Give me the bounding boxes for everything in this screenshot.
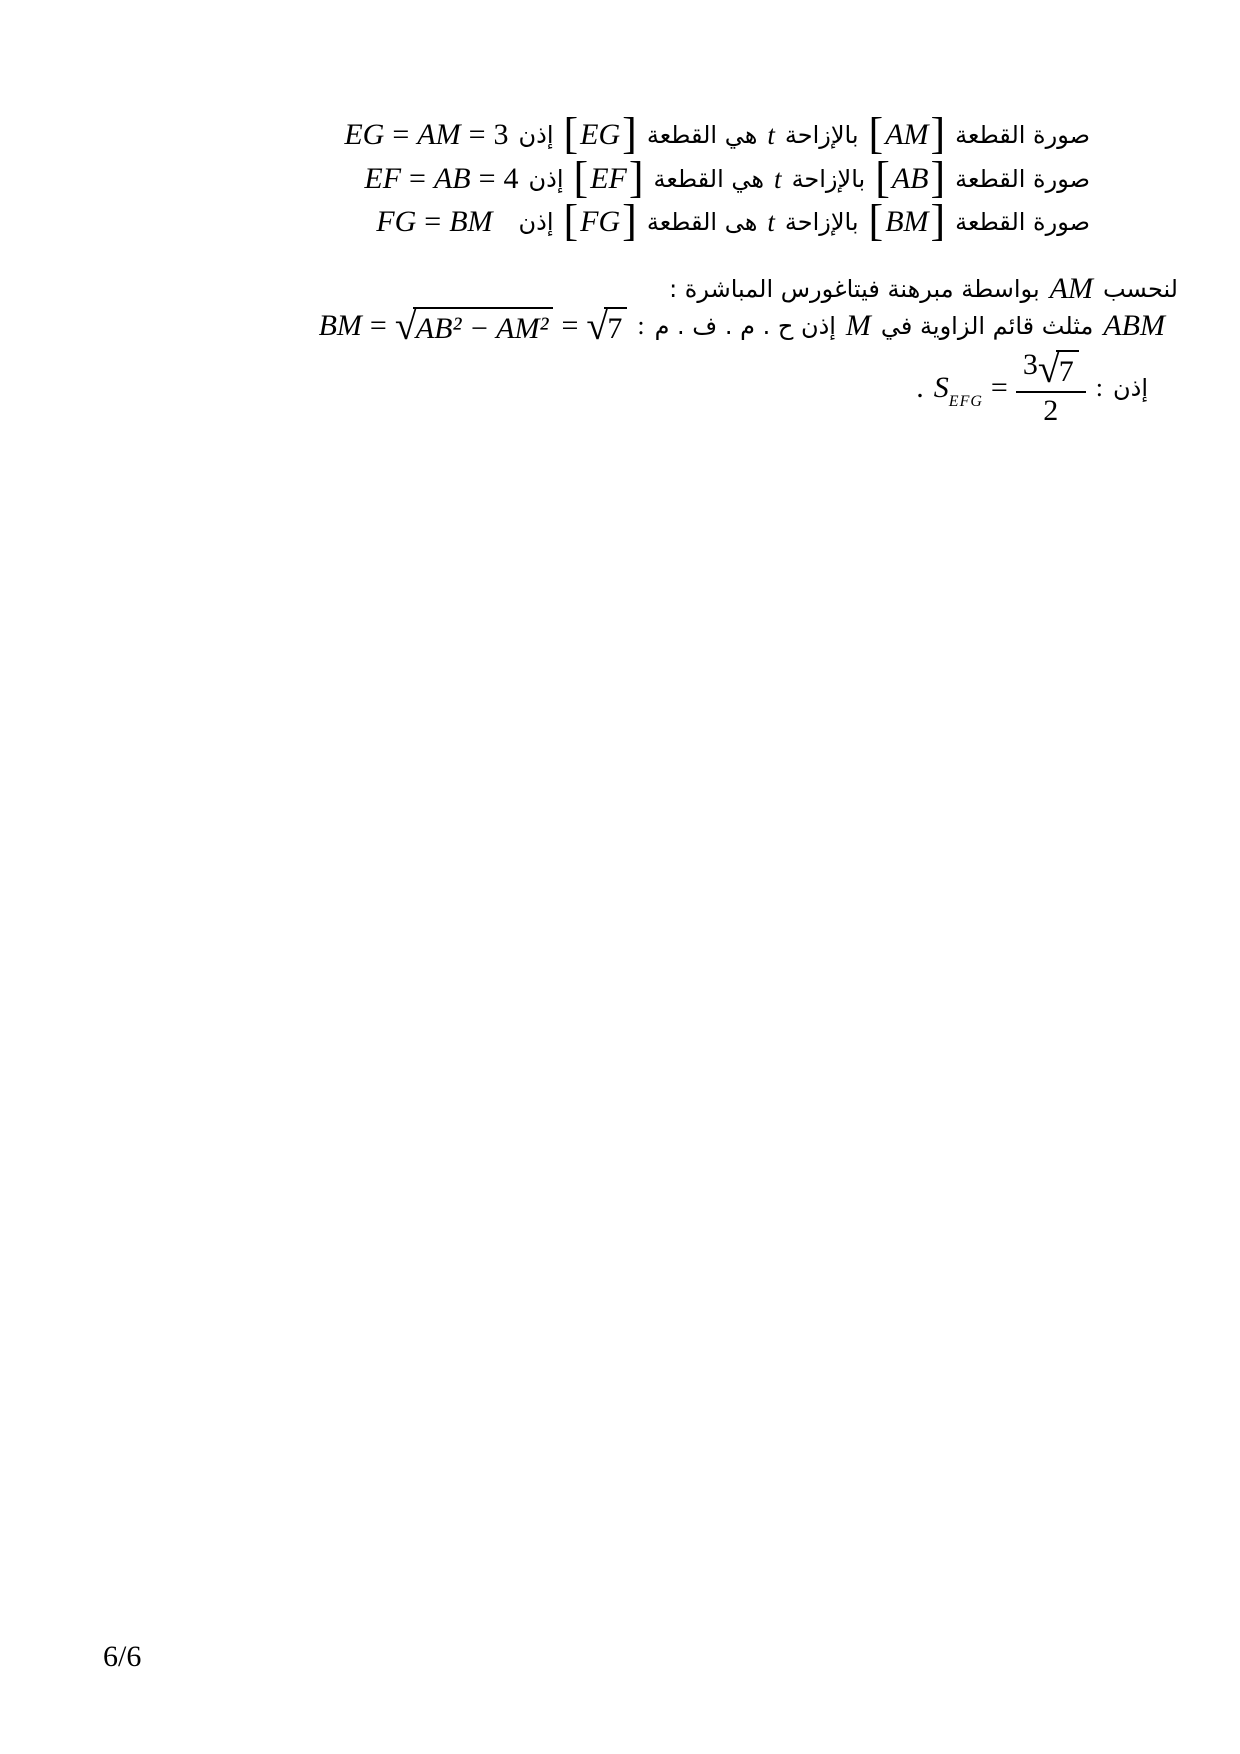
- math-variable: EG: [344, 118, 385, 151]
- radical-sign: √: [394, 303, 417, 348]
- math-variable: AM: [417, 118, 461, 151]
- source-segment: [875, 153, 946, 203]
- math-variable: FG: [376, 205, 417, 238]
- equals-sign: =: [409, 162, 426, 195]
- source-segment: [868, 196, 946, 246]
- page-number: 6/6: [103, 1640, 142, 1673]
- translation-statement-line-3: [376, 196, 1090, 246]
- colon: :: [1095, 373, 1104, 402]
- area-result-line: [916, 346, 1148, 427]
- image-segment: [573, 153, 644, 203]
- fraction-numerator: [1016, 346, 1086, 393]
- point-name: M: [845, 309, 871, 342]
- open-bracket: [: [868, 109, 884, 159]
- therefore-label: إذن: [518, 207, 554, 236]
- math-number: 4: [503, 162, 519, 195]
- area-symbol: S: [933, 371, 949, 404]
- math-variable: AB: [433, 162, 471, 195]
- coefficient: 3: [1022, 348, 1038, 381]
- source-segment: [868, 109, 946, 159]
- right-angled-triangle-label: مثلث قائم الزاوية في: [880, 311, 1094, 340]
- by-translation-label: بالإزاحة: [791, 164, 866, 193]
- by-translation-label: بالإزاحة: [784, 207, 859, 236]
- equals-sign: =: [478, 162, 496, 195]
- open-bracket: [: [868, 196, 884, 246]
- open-bracket: [: [563, 196, 579, 246]
- area-equation: [933, 346, 1086, 427]
- segment-name: AB: [891, 161, 929, 195]
- pythagoras-equation: [318, 303, 628, 348]
- equals-sign: =: [561, 309, 579, 342]
- equation: [364, 164, 518, 194]
- image-segment: [563, 196, 637, 246]
- segment-name: FG: [580, 204, 621, 238]
- fraction-denominator: 2: [1043, 394, 1059, 427]
- image-of-segment-label: صورة القطعة: [955, 120, 1090, 149]
- square-root: [394, 303, 554, 348]
- radicand: 7: [604, 307, 627, 345]
- close-bracket: ]: [622, 196, 637, 246]
- equals-sign: =: [424, 205, 442, 238]
- close-bracket: ]: [930, 109, 946, 159]
- math-variable: BM: [318, 309, 362, 342]
- triangle-name: ABM: [1103, 309, 1165, 342]
- square-root: [586, 303, 627, 348]
- equals-sign: =: [468, 118, 486, 151]
- translation-variable: t: [767, 206, 775, 237]
- translation-variable: t: [774, 163, 782, 194]
- close-bracket: ]: [622, 109, 637, 159]
- translation-statement-line-1: [344, 109, 1090, 159]
- radical-sign: √: [586, 303, 609, 348]
- by-pythagoras-theorem-label: بواسطة مبرهنة فيتاغورس المباشرة :: [669, 274, 1040, 303]
- therefore-label: إذن: [518, 120, 554, 149]
- radicand: 7: [1056, 350, 1079, 388]
- segment-name: BM: [885, 204, 929, 238]
- close-bracket: ]: [628, 153, 644, 203]
- open-bracket: [: [573, 153, 589, 203]
- equals-sign: =: [392, 118, 410, 151]
- is-the-segment-label: هي القطعة: [653, 164, 765, 193]
- open-bracket: [: [563, 109, 579, 159]
- by-translation-label: بالإزاحة: [784, 120, 859, 149]
- area-symbol-group: [933, 371, 983, 410]
- therefore-label: إذن: [1113, 373, 1148, 402]
- math-variable: BM: [449, 205, 493, 238]
- lets-compute-label: لنحسب: [1102, 274, 1178, 303]
- close-bracket: ]: [930, 196, 946, 246]
- segment-name: AM: [885, 117, 929, 151]
- math-variable: EF: [364, 162, 402, 195]
- right-triangle-line: [319, 300, 1165, 352]
- math-variable: AM: [1049, 272, 1093, 305]
- equation: [344, 120, 508, 150]
- equals-sign: =: [990, 371, 1008, 404]
- segment-name: EG: [580, 117, 621, 151]
- segment-name: EF: [590, 161, 627, 195]
- square-root: [1037, 346, 1079, 391]
- radical-sign: √: [1037, 346, 1060, 391]
- open-bracket: [: [875, 153, 890, 203]
- area-subscript: EFG: [948, 393, 983, 410]
- translation-statement-line-2: [364, 153, 1090, 203]
- colon: :: [637, 311, 645, 340]
- therefore-label: إذن: [528, 164, 564, 193]
- sentence-period: .: [916, 371, 924, 404]
- is-the-segment-label: هى القطعة: [646, 207, 758, 236]
- image-segment: [563, 109, 637, 159]
- is-the-segment-label: هي القطعة: [646, 120, 758, 149]
- radicand: AB² − AM²: [413, 307, 554, 345]
- equation: [376, 207, 508, 237]
- therefore-abbreviation-label: إذن ح . م . ف . م: [654, 311, 836, 340]
- math-number: 3: [493, 118, 509, 151]
- image-of-segment-label: صورة القطعة: [955, 207, 1090, 236]
- equals-sign: =: [369, 309, 387, 342]
- close-bracket: ]: [930, 153, 946, 203]
- translation-variable: t: [767, 119, 775, 150]
- fraction: [1016, 346, 1086, 427]
- image-of-segment-label: صورة القطعة: [955, 164, 1090, 193]
